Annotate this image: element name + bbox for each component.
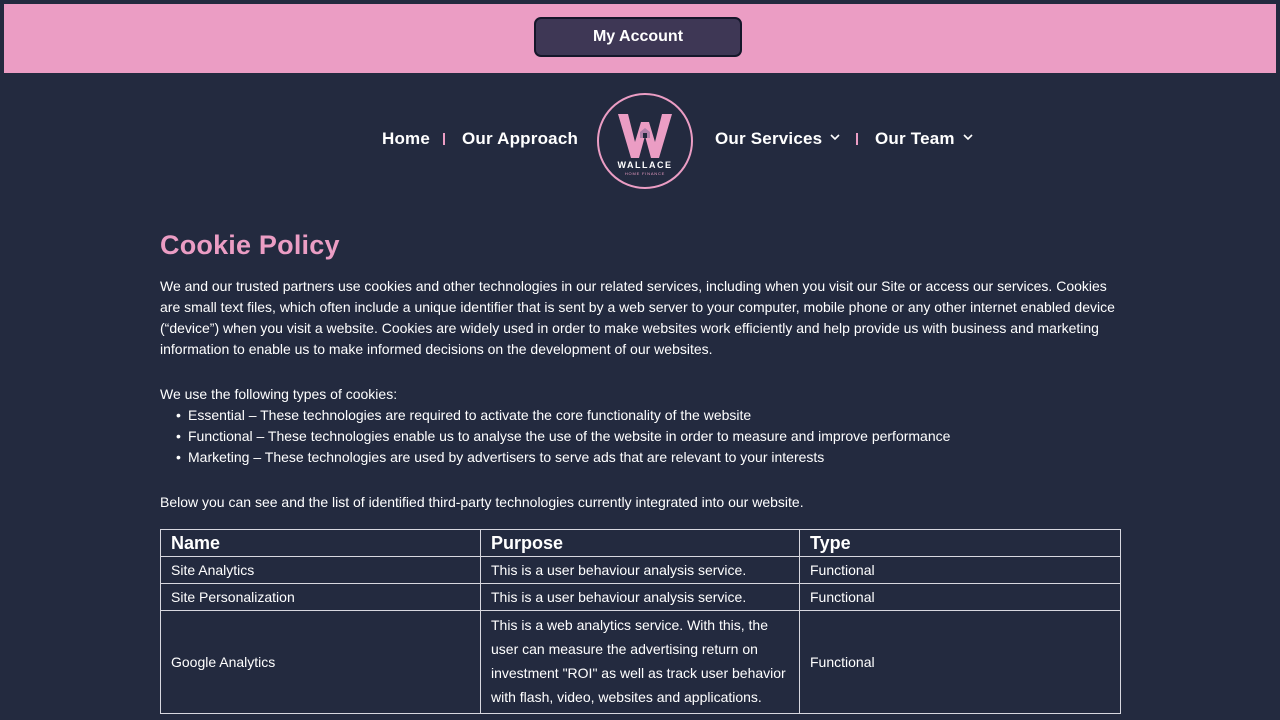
chevron-down-icon <box>963 134 973 141</box>
chevron-down-icon <box>830 134 840 141</box>
logo-subtext: HOME FINANCE <box>624 171 666 176</box>
nav-home[interactable]: Home <box>382 129 431 148</box>
column-header-name: Name <box>161 530 481 557</box>
cell-type: Functional <box>800 611 1121 714</box>
nav-our-approach[interactable]: Our Approach <box>462 129 579 148</box>
page-title: Cookie Policy <box>160 230 340 260</box>
cell-purpose: This is a user behaviour analysis service. <box>481 584 800 611</box>
nav-our-team[interactable] <box>875 129 973 149</box>
wallace-logo-mark <box>596 92 694 190</box>
third-party-intro: Below you can see and the list of identified third-party technologies currently integrated into our website. <box>160 494 804 510</box>
nav-our-team-label: Our Team <box>875 129 955 148</box>
main-nav <box>0 90 1280 190</box>
cookie-types-list <box>160 405 1120 468</box>
nav-separator <box>856 133 858 145</box>
column-header-purpose: Purpose <box>481 530 800 557</box>
list-item: • Functional – These technologies enable us to analyse the use of the website in order to measure and improve performance <box>188 426 1120 447</box>
cell-name: Site Analytics <box>161 557 481 584</box>
cell-purpose: This is a user behaviour analysis service. <box>481 557 800 584</box>
intro-paragraph: We and our trusted partners use cookies and other technologies in our related services, including when you visit our Site or access our services. Cookies are small text files, which often include a unique identifier that is sent by a web server to your computer, mobile phone or any other internet enabled device (“device”) when you visit a website. Cookies are widely used in order to make websites work efficiently and help provide us with business and marketing information to enable us to make informed decisions on the development of our websites. <box>160 278 1115 357</box>
column-header-type: Type <box>800 530 1121 557</box>
table-row <box>161 611 1121 714</box>
cookie-types-intro: We use the following types of cookies: <box>160 386 398 402</box>
nav-separator <box>443 133 445 145</box>
cell-type: Functional <box>800 557 1121 584</box>
table-row <box>161 584 1121 611</box>
nav-our-services[interactable] <box>715 129 840 149</box>
list-item: • Essential – These technologies are required to activate the core functionality of the website <box>188 405 1120 426</box>
table-header-row <box>161 530 1121 557</box>
cell-name: Google Analytics <box>161 611 481 714</box>
wallace-logo[interactable] <box>596 92 694 190</box>
cell-name: Site Personalization <box>161 584 481 611</box>
nav-our-services-label: Our Services <box>715 129 823 148</box>
top-bar <box>4 4 1276 73</box>
table-row <box>161 557 1121 584</box>
cell-purpose: This is a web analytics service. With this, the user can measure the advertising return on investment "ROI" as well as track user behavior with flash, video, websites and applications. <box>481 611 800 714</box>
main-content <box>160 228 1120 714</box>
cookie-table <box>160 529 1121 714</box>
logo-wordmark: WALLACE <box>617 160 673 170</box>
cell-type: Functional <box>800 584 1121 611</box>
my-account-button[interactable]: My Account <box>534 17 742 57</box>
list-item: • Marketing – These technologies are used by advertisers to serve ads that are relevant to your interests <box>188 447 1120 468</box>
